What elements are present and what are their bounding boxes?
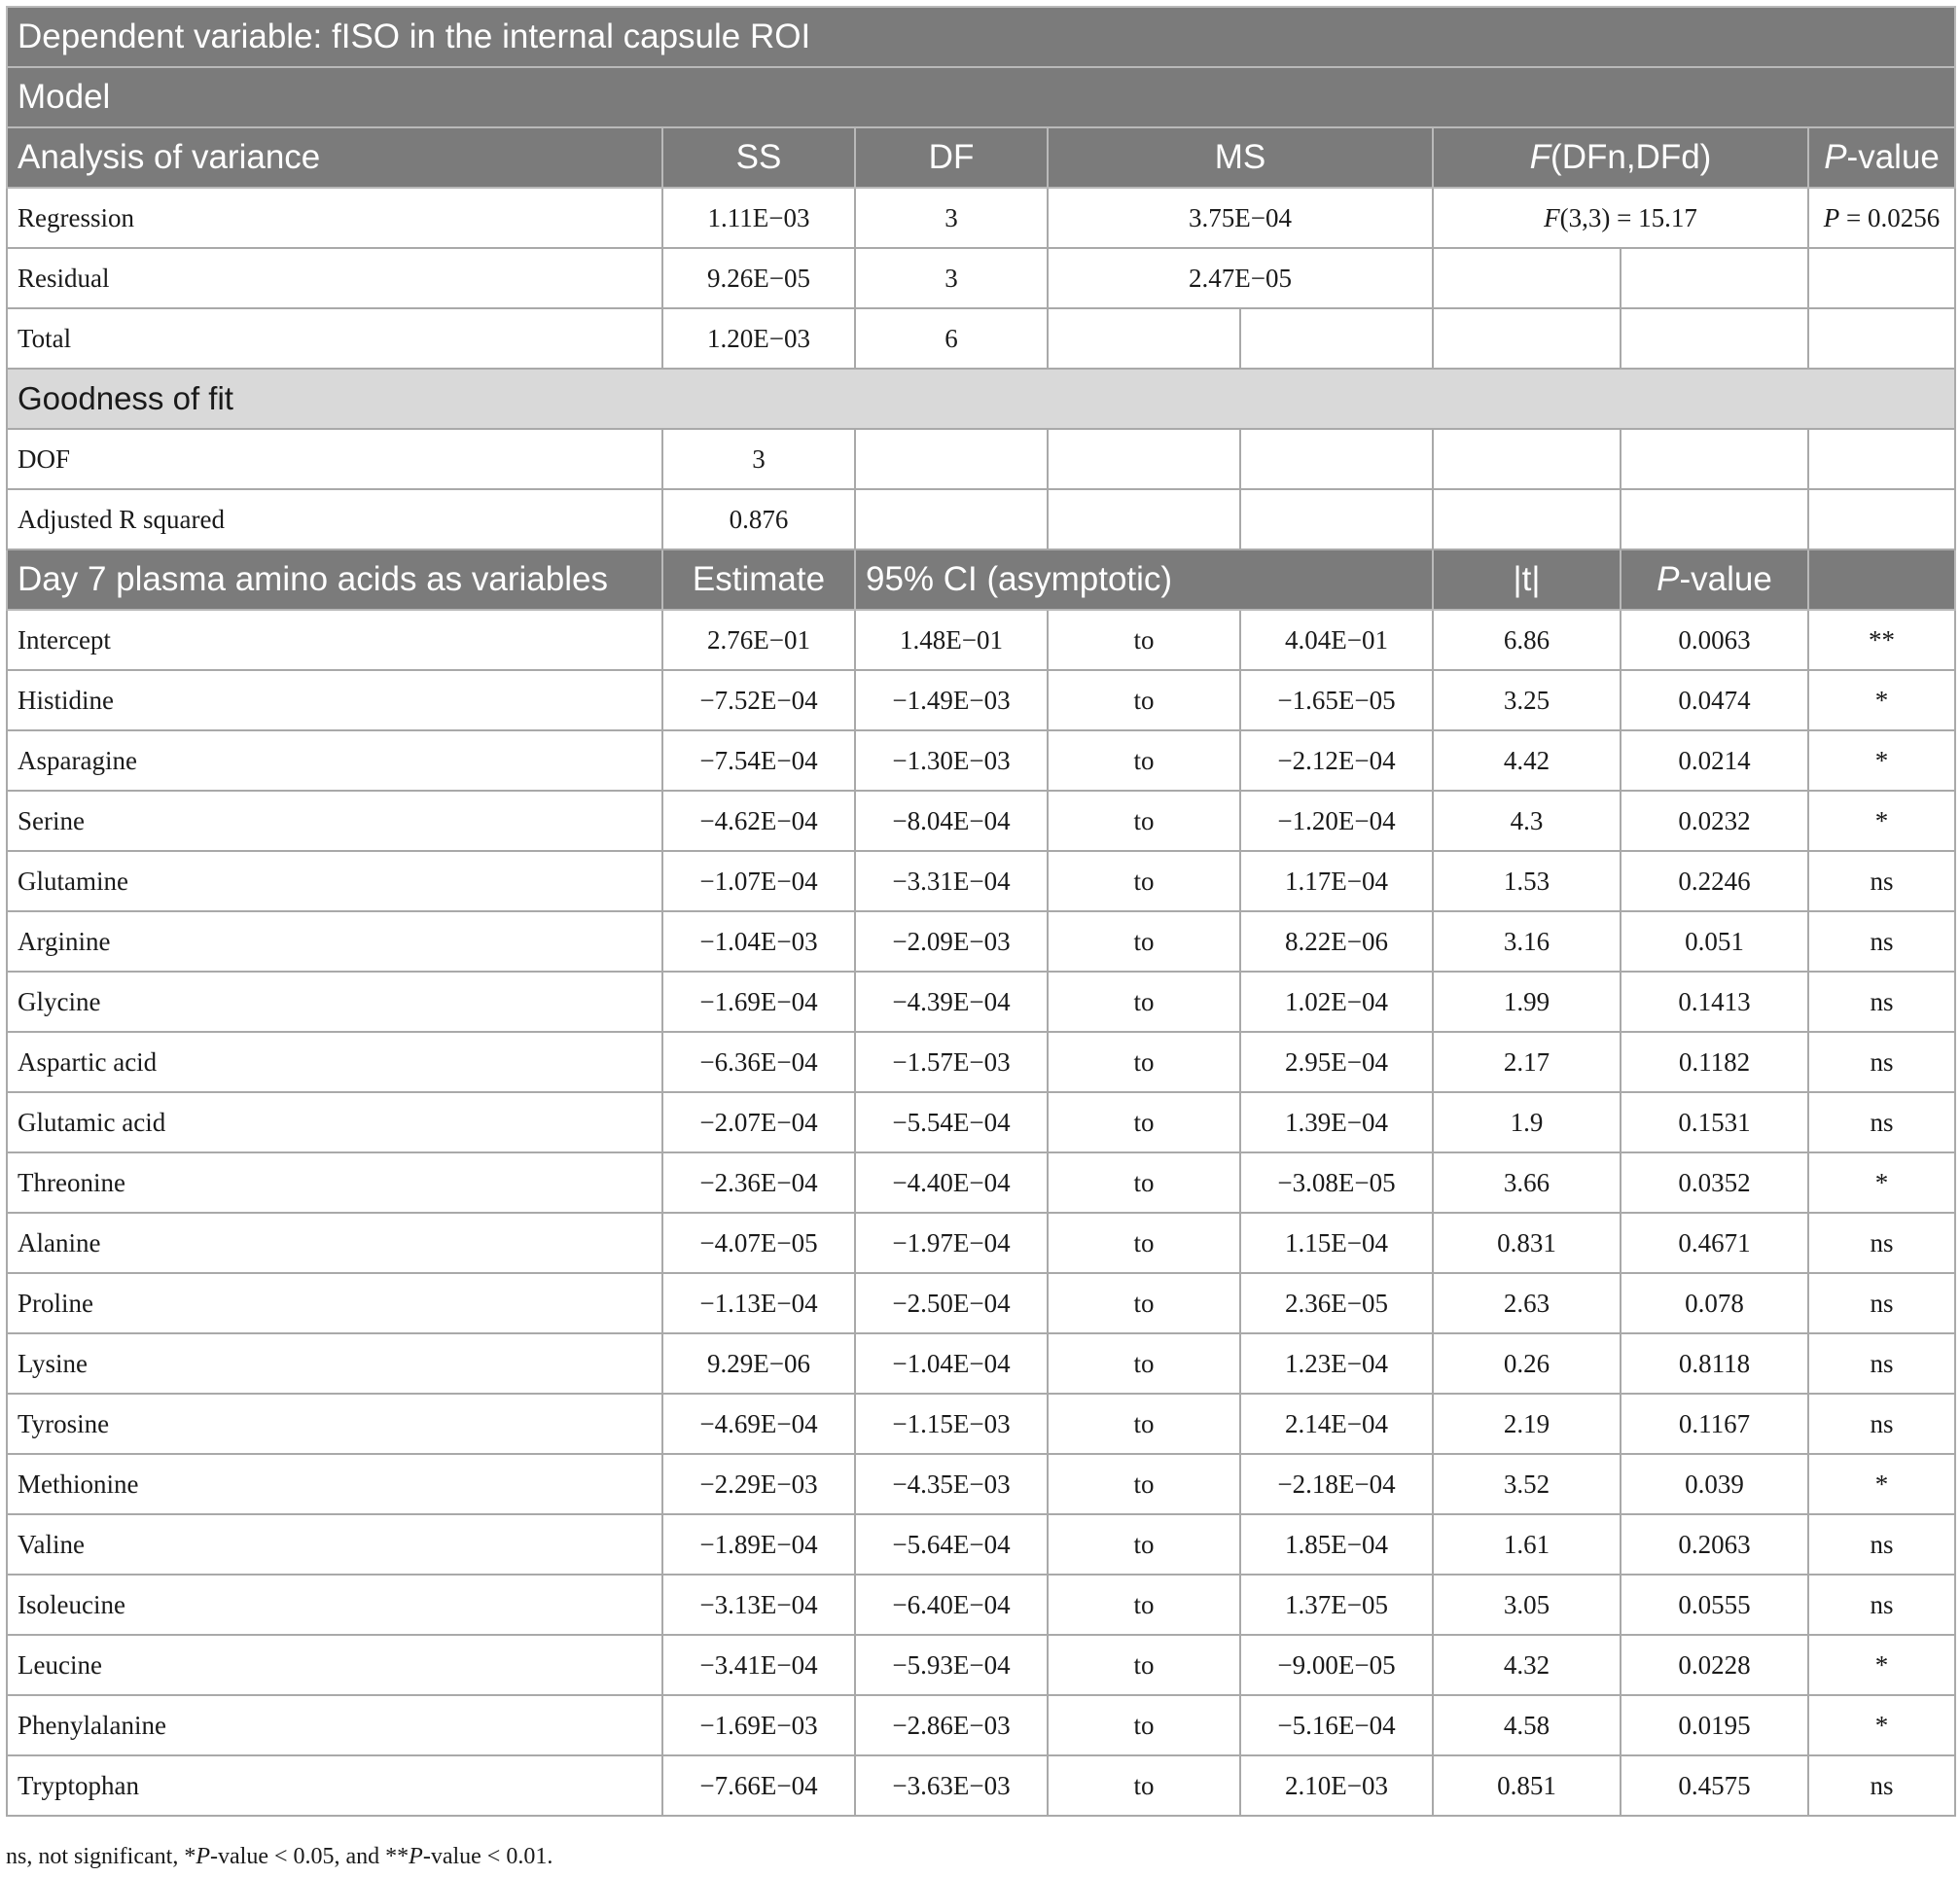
table-row — [7, 1333, 1955, 1394]
estimate-cell: −1.07E−04 — [662, 851, 855, 911]
t-cell: 3.25 — [1433, 670, 1621, 730]
col-pvalue — [1621, 549, 1808, 610]
significance-cell: * — [1808, 670, 1955, 730]
ci-upper-cell: −9.00E−05 — [1240, 1635, 1433, 1695]
table-row — [7, 1394, 1955, 1454]
t-cell: 3.52 — [1433, 1454, 1621, 1514]
ci-lower-cell: −1.04E−04 — [855, 1333, 1048, 1394]
anova-row-regression — [7, 188, 1955, 248]
t-cell: 1.9 — [1433, 1092, 1621, 1152]
row-label: Proline — [7, 1273, 662, 1333]
ci-upper-cell: 8.22E−06 — [1240, 911, 1433, 972]
empty-cell — [1808, 308, 1955, 369]
coef-header-row — [7, 549, 1955, 610]
estimate-cell: −6.36E−04 — [662, 1032, 855, 1092]
ci-upper-cell: 1.17E−04 — [1240, 851, 1433, 911]
goodness-row-dof — [7, 429, 1955, 489]
estimate-cell: −1.69E−03 — [662, 1695, 855, 1755]
row-label: Tryptophan — [7, 1755, 662, 1816]
estimate-cell: −1.69E−04 — [662, 972, 855, 1032]
row-label: Leucine — [7, 1635, 662, 1695]
row-label: Total — [7, 308, 662, 369]
t-cell: 3.66 — [1433, 1152, 1621, 1213]
empty-cell — [1433, 429, 1621, 489]
pvalue-cell: 0.0063 — [1621, 610, 1808, 670]
ci-lower-cell: −1.57E−03 — [855, 1032, 1048, 1092]
table-title: Dependent variable: fISO in the internal capsule ROI — [7, 7, 1955, 67]
significance-cell: ns — [1808, 1575, 1955, 1635]
empty-cell — [1240, 489, 1433, 549]
t-cell: 2.19 — [1433, 1394, 1621, 1454]
ci-lower-cell: −1.30E−03 — [855, 730, 1048, 791]
estimate-cell: −2.29E−03 — [662, 1454, 855, 1514]
col-f-italic: F — [1529, 138, 1551, 176]
table-row — [7, 1273, 1955, 1333]
df-cell: 3 — [855, 248, 1048, 308]
ci-upper-cell: 1.15E−04 — [1240, 1213, 1433, 1273]
significance-cell: * — [1808, 791, 1955, 851]
pvalue-cell: 0.2063 — [1621, 1514, 1808, 1575]
ci-upper-cell: −1.65E−05 — [1240, 670, 1433, 730]
ci-to-cell: to — [1048, 610, 1240, 670]
pvalue-cell: 0.0195 — [1621, 1695, 1808, 1755]
ci-lower-cell: −2.09E−03 — [855, 911, 1048, 972]
significance-cell: * — [1808, 1152, 1955, 1213]
col-ms: MS — [1048, 127, 1433, 188]
significance-cell: * — [1808, 1695, 1955, 1755]
ci-upper-cell: 1.39E−04 — [1240, 1092, 1433, 1152]
ci-upper-cell: 1.02E−04 — [1240, 972, 1433, 1032]
ci-lower-cell: −1.15E−03 — [855, 1394, 1048, 1454]
empty-cell — [1240, 308, 1433, 369]
ci-to-cell: to — [1048, 791, 1240, 851]
empty-cell — [1808, 489, 1955, 549]
estimate-cell: −3.13E−04 — [662, 1575, 855, 1635]
ci-lower-cell: 1.48E−01 — [855, 610, 1048, 670]
estimate-cell: −3.41E−04 — [662, 1635, 855, 1695]
f-rest: (3,3) = 15.17 — [1559, 202, 1697, 232]
f-cell — [1433, 188, 1808, 248]
ci-lower-cell: −5.54E−04 — [855, 1092, 1048, 1152]
significance-cell: ** — [1808, 610, 1955, 670]
empty-cell — [1621, 429, 1808, 489]
ci-lower-cell: −5.64E−04 — [855, 1514, 1048, 1575]
ci-to-cell: to — [1048, 911, 1240, 972]
estimate-cell: −1.04E−03 — [662, 911, 855, 972]
estimate-cell: −4.07E−05 — [662, 1213, 855, 1273]
empty-cell — [855, 489, 1048, 549]
t-cell: 0.26 — [1433, 1333, 1621, 1394]
pvalue-cell: 0.0352 — [1621, 1152, 1808, 1213]
pvalue-cell: 0.0474 — [1621, 670, 1808, 730]
ci-to-cell: to — [1048, 670, 1240, 730]
row-label: Glycine — [7, 972, 662, 1032]
ci-lower-cell: −3.63E−03 — [855, 1755, 1048, 1816]
significance-cell: ns — [1808, 1333, 1955, 1394]
significance-cell: ns — [1808, 972, 1955, 1032]
col-significance — [1808, 549, 1955, 610]
pvalue-cell: 0.051 — [1621, 911, 1808, 972]
col-ss: SS — [662, 127, 855, 188]
footnote — [6, 1844, 552, 1870]
pvalue-cell: 0.4671 — [1621, 1213, 1808, 1273]
t-cell: 2.63 — [1433, 1273, 1621, 1333]
ss-cell: 1.11E−03 — [662, 188, 855, 248]
ci-to-cell: to — [1048, 1213, 1240, 1273]
col-p-italic: P — [1824, 138, 1847, 176]
row-label: Serine — [7, 791, 662, 851]
significance-cell: ns — [1808, 911, 1955, 972]
goodness-header-row — [7, 369, 1955, 429]
table-row — [7, 1695, 1955, 1755]
table-row — [7, 1454, 1955, 1514]
empty-cell — [855, 429, 1048, 489]
df-cell: 6 — [855, 308, 1048, 369]
significance-cell: * — [1808, 730, 1955, 791]
ci-upper-cell: 2.10E−03 — [1240, 1755, 1433, 1816]
col-t: |t| — [1433, 549, 1621, 610]
ci-to-cell: to — [1048, 1273, 1240, 1333]
ci-to-cell: to — [1048, 1695, 1240, 1755]
t-cell: 4.42 — [1433, 730, 1621, 791]
significance-cell: ns — [1808, 1032, 1955, 1092]
anova-row-residual — [7, 248, 1955, 308]
t-cell: 1.53 — [1433, 851, 1621, 911]
row-label: Lysine — [7, 1333, 662, 1394]
pvalue-cell: 0.1531 — [1621, 1092, 1808, 1152]
ci-lower-cell: −4.40E−04 — [855, 1152, 1048, 1213]
anova-header-row — [7, 127, 1955, 188]
row-label: Phenylalanine — [7, 1695, 662, 1755]
ci-upper-cell: 1.23E−04 — [1240, 1333, 1433, 1394]
table-row — [7, 1213, 1955, 1273]
table-row — [7, 1575, 1955, 1635]
pvalue-cell: 0.1167 — [1621, 1394, 1808, 1454]
estimate-cell: −4.62E−04 — [662, 791, 855, 851]
estimate-cell: −7.66E−04 — [662, 1755, 855, 1816]
pvalue-cell: 0.0214 — [1621, 730, 1808, 791]
ci-to-cell: to — [1048, 851, 1240, 911]
significance-cell: ns — [1808, 1514, 1955, 1575]
significance-cell: ns — [1808, 851, 1955, 911]
pvalue-cell: 0.078 — [1621, 1273, 1808, 1333]
anova-row-total — [7, 308, 1955, 369]
pvalue-cell: 0.1413 — [1621, 972, 1808, 1032]
goodness-row-r2 — [7, 489, 1955, 549]
t-cell: 0.851 — [1433, 1755, 1621, 1816]
row-label: Valine — [7, 1514, 662, 1575]
t-cell: 1.61 — [1433, 1514, 1621, 1575]
regression-table — [6, 6, 1956, 1817]
ci-upper-cell: −3.08E−05 — [1240, 1152, 1433, 1213]
t-cell: 0.831 — [1433, 1213, 1621, 1273]
df-cell: 3 — [855, 188, 1048, 248]
ms-cell: 3.75E−04 — [1048, 188, 1433, 248]
empty-cell — [1621, 308, 1808, 369]
t-cell: 2.17 — [1433, 1032, 1621, 1092]
row-label: DOF — [7, 429, 662, 489]
row-label: Intercept — [7, 610, 662, 670]
ss-cell: 9.26E−05 — [662, 248, 855, 308]
row-label: Adjusted R squared — [7, 489, 662, 549]
table-row — [7, 1032, 1955, 1092]
ci-to-cell: to — [1048, 1394, 1240, 1454]
pvalue-cell: 0.039 — [1621, 1454, 1808, 1514]
col-f-rest: (DFn,DFd) — [1550, 138, 1712, 176]
table-row — [7, 911, 1955, 972]
pvalue-cell: 0.2246 — [1621, 851, 1808, 911]
ss-cell: 1.20E−03 — [662, 308, 855, 369]
ci-to-cell: to — [1048, 1755, 1240, 1816]
significance-cell: ns — [1808, 1755, 1955, 1816]
row-label: Arginine — [7, 911, 662, 972]
ci-to-cell: to — [1048, 1635, 1240, 1695]
ci-to-cell: to — [1048, 1575, 1240, 1635]
ci-upper-cell: 1.85E−04 — [1240, 1514, 1433, 1575]
ci-lower-cell: −8.04E−04 — [855, 791, 1048, 851]
row-label: Isoleucine — [7, 1575, 662, 1635]
p-italic: P — [1823, 202, 1840, 232]
table-row — [7, 670, 1955, 730]
pvalue-cell: 0.4575 — [1621, 1755, 1808, 1816]
row-label: Aspartic acid — [7, 1032, 662, 1092]
row-label: Histidine — [7, 670, 662, 730]
table-row — [7, 610, 1955, 670]
estimate-cell: −1.89E−04 — [662, 1514, 855, 1575]
ci-to-cell: to — [1048, 1333, 1240, 1394]
t-cell: 3.05 — [1433, 1575, 1621, 1635]
row-label: Alanine — [7, 1213, 662, 1273]
value-cell: 3 — [662, 429, 855, 489]
goodness-heading: Goodness of fit — [7, 369, 1955, 429]
col-estimate: Estimate — [662, 549, 855, 610]
ci-lower-cell: −1.49E−03 — [855, 670, 1048, 730]
ci-lower-cell: −5.93E−04 — [855, 1635, 1048, 1695]
empty-cell — [1621, 248, 1808, 308]
ci-upper-cell: −1.20E−04 — [1240, 791, 1433, 851]
row-label: Regression — [7, 188, 662, 248]
ci-lower-cell: −1.97E−04 — [855, 1213, 1048, 1273]
ci-upper-cell: −2.12E−04 — [1240, 730, 1433, 791]
significance-cell: ns — [1808, 1273, 1955, 1333]
col-pvalue-italic: P — [1657, 560, 1680, 598]
significance-cell: ns — [1808, 1213, 1955, 1273]
empty-cell — [1048, 429, 1240, 489]
estimate-cell: −4.69E−04 — [662, 1394, 855, 1454]
pvalue-cell: 0.1182 — [1621, 1032, 1808, 1092]
ci-lower-cell: −6.40E−04 — [855, 1575, 1048, 1635]
t-cell: 4.32 — [1433, 1635, 1621, 1695]
table-row — [7, 851, 1955, 911]
empty-cell — [1433, 308, 1621, 369]
ci-upper-cell: −5.16E−04 — [1240, 1695, 1433, 1755]
empty-cell — [1808, 429, 1955, 489]
pvalue-cell: 0.0232 — [1621, 791, 1808, 851]
significance-cell: * — [1808, 1454, 1955, 1514]
pvalue-cell: 0.0228 — [1621, 1635, 1808, 1695]
t-cell: 3.16 — [1433, 911, 1621, 972]
ci-upper-cell: 1.37E−05 — [1240, 1575, 1433, 1635]
ci-lower-cell: −4.39E−04 — [855, 972, 1048, 1032]
estimate-cell: −1.13E−04 — [662, 1273, 855, 1333]
ci-upper-cell: 4.04E−01 — [1240, 610, 1433, 670]
empty-cell — [1433, 248, 1621, 308]
ci-lower-cell: −2.86E−03 — [855, 1695, 1048, 1755]
row-label: Tyrosine — [7, 1394, 662, 1454]
empty-cell — [1433, 489, 1621, 549]
title-row — [7, 7, 1955, 67]
ci-to-cell: to — [1048, 1152, 1240, 1213]
ci-upper-cell: 2.14E−04 — [1240, 1394, 1433, 1454]
estimate-cell: −2.07E−04 — [662, 1092, 855, 1152]
table-row — [7, 791, 1955, 851]
value-cell: 0.876 — [662, 489, 855, 549]
footnote-part3: -value < 0.01. — [422, 1844, 553, 1869]
ci-lower-cell: −3.31E−04 — [855, 851, 1048, 911]
pvalue-cell: 0.0555 — [1621, 1575, 1808, 1635]
ms-cell: 2.47E−05 — [1048, 248, 1433, 308]
row-label: Threonine — [7, 1152, 662, 1213]
ci-upper-cell: −2.18E−04 — [1240, 1454, 1433, 1514]
footnote-p2: P — [409, 1844, 423, 1869]
f-italic: F — [1544, 202, 1560, 232]
col-pvalue-rest: -value — [1679, 560, 1772, 598]
significance-cell: ns — [1808, 1394, 1955, 1454]
table-row — [7, 1514, 1955, 1575]
footnote-part2: -value < 0.05, and ** — [210, 1844, 410, 1869]
ci-lower-cell: −2.50E−04 — [855, 1273, 1048, 1333]
col-p-rest: -value — [1846, 138, 1940, 176]
footnote-part1: ns, not significant, * — [6, 1844, 196, 1869]
empty-cell — [1621, 489, 1808, 549]
estimate-cell: −7.52E−04 — [662, 670, 855, 730]
col-ci: 95% CI (asymptotic) — [855, 549, 1433, 610]
t-cell: 1.99 — [1433, 972, 1621, 1032]
table-row — [7, 1092, 1955, 1152]
table-row — [7, 972, 1955, 1032]
estimate-cell: 9.29E−06 — [662, 1333, 855, 1394]
empty-cell — [1048, 308, 1240, 369]
significance-cell: ns — [1808, 1092, 1955, 1152]
t-cell: 4.3 — [1433, 791, 1621, 851]
ci-upper-cell: 2.36E−05 — [1240, 1273, 1433, 1333]
anova-heading: Analysis of variance — [7, 127, 662, 188]
estimate-cell: 2.76E−01 — [662, 610, 855, 670]
row-label: Residual — [7, 248, 662, 308]
col-df: DF — [855, 127, 1048, 188]
estimate-cell: −2.36E−04 — [662, 1152, 855, 1213]
ci-to-cell: to — [1048, 972, 1240, 1032]
p-cell — [1808, 188, 1955, 248]
empty-cell — [1240, 429, 1433, 489]
row-label: Glutamine — [7, 851, 662, 911]
significance-cell: * — [1808, 1635, 1955, 1695]
ci-to-cell: to — [1048, 730, 1240, 791]
table-row — [7, 1635, 1955, 1695]
ci-to-cell: to — [1048, 1092, 1240, 1152]
coef-heading: Day 7 plasma amino acids as variables — [7, 549, 662, 610]
empty-cell — [1048, 489, 1240, 549]
row-label: Glutamic acid — [7, 1092, 662, 1152]
t-cell: 4.58 — [1433, 1695, 1621, 1755]
table-row — [7, 1152, 1955, 1213]
ci-to-cell: to — [1048, 1454, 1240, 1514]
ci-to-cell: to — [1048, 1514, 1240, 1575]
ci-upper-cell: 2.95E−04 — [1240, 1032, 1433, 1092]
model-row — [7, 67, 1955, 127]
row-label: Methionine — [7, 1454, 662, 1514]
empty-cell — [1808, 248, 1955, 308]
t-cell: 6.86 — [1433, 610, 1621, 670]
col-f — [1433, 127, 1808, 188]
footnote-p1: P — [196, 1844, 210, 1869]
p-rest: = 0.0256 — [1839, 202, 1941, 232]
model-label: Model — [7, 67, 1955, 127]
ci-to-cell: to — [1048, 1032, 1240, 1092]
table-row — [7, 1755, 1955, 1816]
row-label: Asparagine — [7, 730, 662, 791]
estimate-cell: −7.54E−04 — [662, 730, 855, 791]
table-row — [7, 730, 1955, 791]
ci-lower-cell: −4.35E−03 — [855, 1454, 1048, 1514]
col-p — [1808, 127, 1955, 188]
pvalue-cell: 0.8118 — [1621, 1333, 1808, 1394]
